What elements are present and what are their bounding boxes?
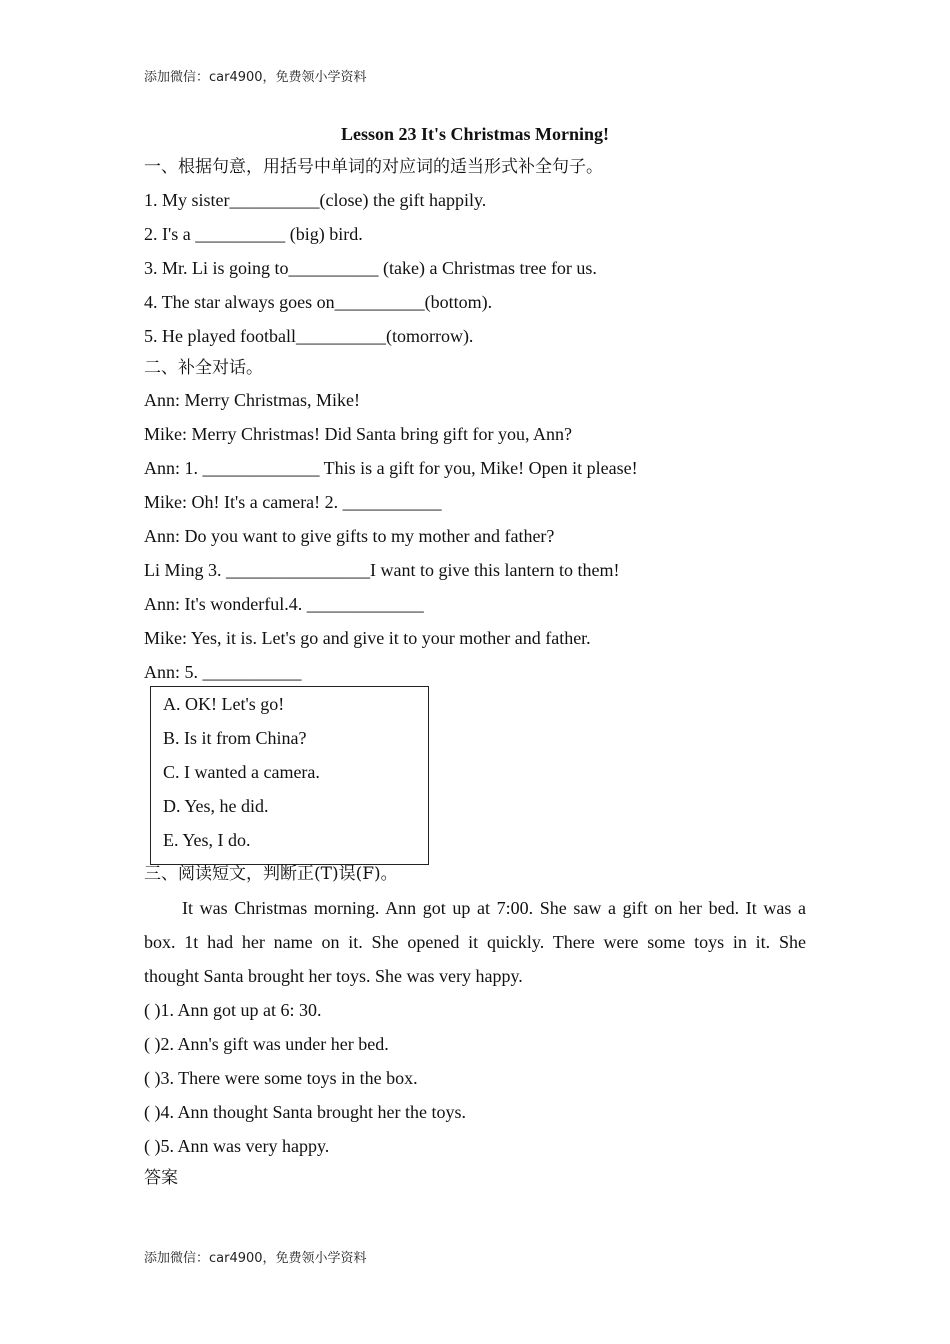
fill-item-3: 3. Mr. Li is going to__________ (take) a Christmas tree for us. xyxy=(144,258,597,278)
fill-item-5: 5. He played football__________(tomorrow). xyxy=(144,326,474,346)
passage-line-2: box. 1t had her name on it. She opened it quickly. There were some toys in it. She xyxy=(144,932,806,952)
option-a: A. OK! Let's go! xyxy=(163,694,285,714)
page-header: 添加微信：car4900，免费领小学资料 xyxy=(144,70,367,85)
section1-heading: 一、根据句意，用括号中单词的对应词的适当形式补全句子。 xyxy=(144,157,603,177)
dialogue-line-1: Ann: Merry Christmas, Mike! xyxy=(144,390,360,410)
tf-question-2: ( )2. Ann's gift was under her bed. xyxy=(144,1034,389,1054)
section2-heading: 二、补全对话。 xyxy=(144,358,263,378)
reading-passage xyxy=(144,891,806,993)
fill-item-1: 1. My sister__________(close) the gift happily. xyxy=(144,190,487,210)
option-d: D. Yes, he did. xyxy=(163,796,269,816)
dialogue-line-4: Mike: Oh! It's a camera! 2. ___________ xyxy=(144,492,442,512)
tf-question-5: ( )5. Ann was very happy. xyxy=(144,1136,330,1156)
tf-question-4: ( )4. Ann thought Santa brought her the toys. xyxy=(144,1102,466,1122)
dialogue-line-8: Mike: Yes, it is. Let's go and give it to your mother and father. xyxy=(144,628,591,648)
dialogue-line-9: Ann: 5. ___________ xyxy=(144,662,302,682)
dialogue-line-2: Mike: Merry Christmas! Did Santa bring gift for you, Ann? xyxy=(144,424,572,444)
page-footer: 添加微信：car4900，免费领小学资料 xyxy=(144,1251,367,1266)
section3-heading: 三、阅读短文，判断正(T)误(F)。 xyxy=(144,864,398,884)
tf-question-3: ( )3. There were some toys in the box. xyxy=(144,1068,418,1088)
passage-line-1: It was Christmas morning. Ann got up at 7:00. She saw a gift on her bed. It was a xyxy=(182,898,806,918)
option-b: B. Is it from China? xyxy=(163,728,307,748)
passage-line-3: thought Santa brought her toys. She was very happy. xyxy=(144,966,523,986)
options-box xyxy=(150,686,429,865)
option-e: E. Yes, I do. xyxy=(163,830,251,850)
dialogue-line-3: Ann: 1. _____________ This is a gift for you, Mike! Open it please! xyxy=(144,458,638,478)
tf-question-1: ( )1. Ann got up at 6: 30. xyxy=(144,1000,322,1020)
answer-heading: 答案 xyxy=(144,1168,178,1188)
dialogue-line-7: Ann: It's wonderful.4. _____________ xyxy=(144,594,424,614)
fill-item-2: 2. I's a __________ (big) bird. xyxy=(144,224,363,244)
option-c: C. I wanted a camera. xyxy=(163,762,320,782)
lesson-title: Lesson 23 It's Christmas Morning! xyxy=(340,124,609,144)
fill-item-4: 4. The star always goes on__________(bottom). xyxy=(144,292,493,312)
dialogue-line-6: Li Ming 3. ________________I want to give this lantern to them! xyxy=(144,560,620,580)
dialogue-line-5: Ann: Do you want to give gifts to my mother and father? xyxy=(144,526,555,546)
